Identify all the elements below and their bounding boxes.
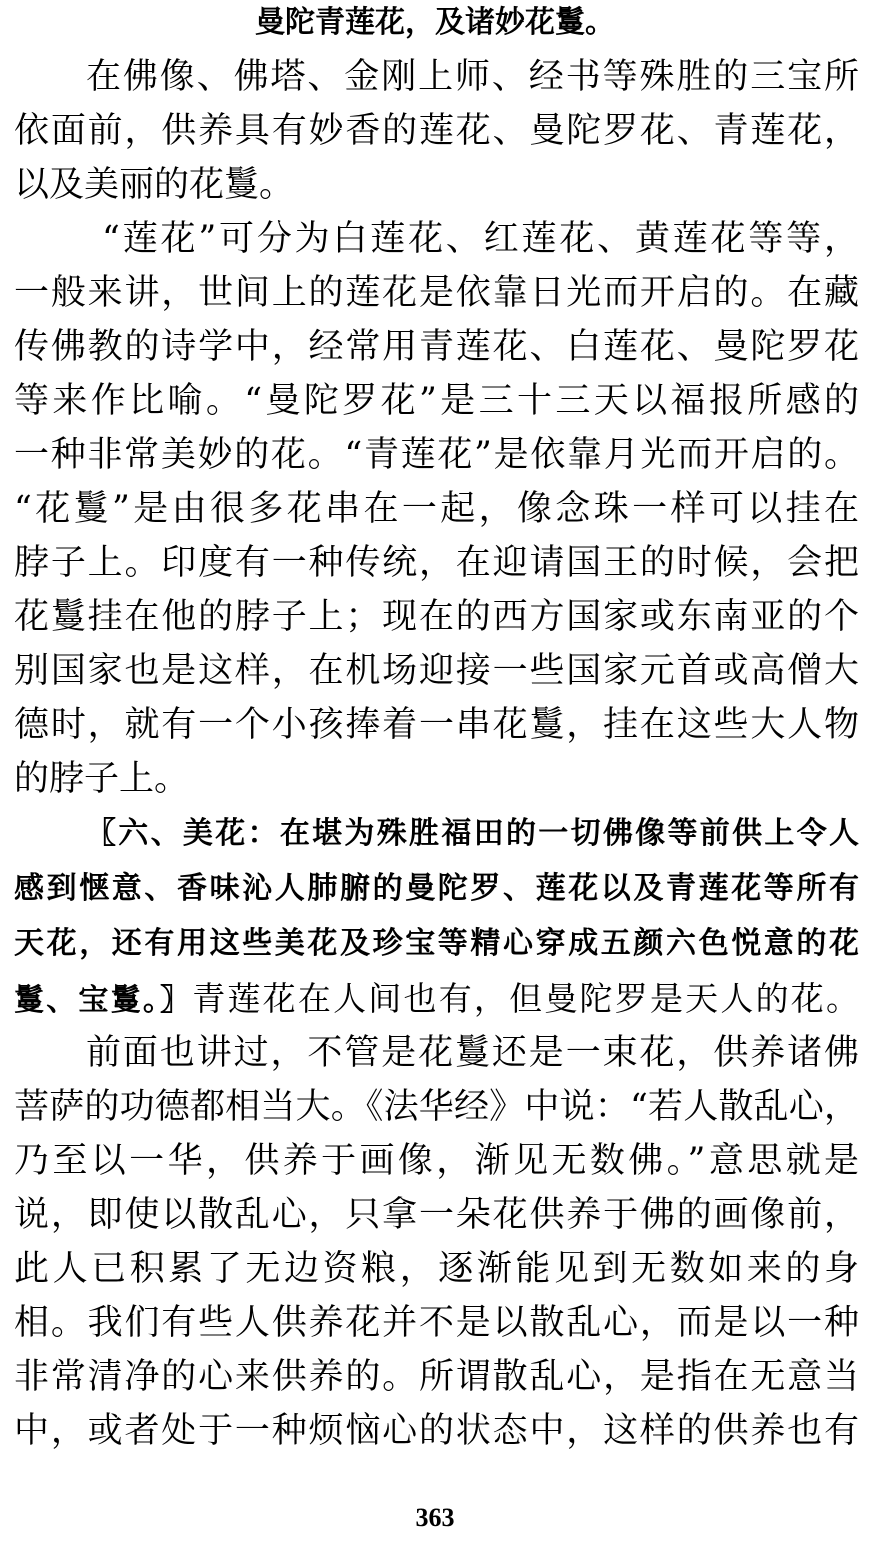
verse-quote-line — [14, 971, 859, 1026]
text-line: “莲花”可分为白莲花、红莲花、黄莲花等等， — [102, 219, 859, 259]
text-line: 的脖子上。 — [14, 759, 190, 799]
verse-quote-line: 感到惬意、香味沁人肺腑的曼陀罗、莲花以及青莲花等所有 — [14, 871, 859, 906]
text-line: 等来作比喻。“曼陀罗花”是三十三天以福报所感的 — [14, 381, 859, 421]
text-line: 此人已积累了无边资粮，逐渐能见到无数如来的身 — [14, 1249, 859, 1289]
text-inline: 青莲花在人间也有，但曼陀罗是天人的花。 — [192, 979, 859, 1018]
text-line: 前面也讲过，不管是花鬘还是一束花，供养诸佛 — [86, 1033, 859, 1073]
text-line: 以及美丽的花鬘。 — [14, 165, 295, 205]
page-number: 363 — [415, 1503, 455, 1532]
verse-heading: 曼陀青莲花，及诸妙花鬘。 — [255, 5, 615, 40]
verse-quote-line: 〖六、美花：在堪为殊胜福田的一切佛像等前供上令人 — [86, 816, 859, 851]
text-line: 在佛像、佛塔、金刚上师、经书等殊胜的三宝所 — [86, 57, 859, 97]
text-line: 相。我们有些人供养花并不是以散乱心，而是以一种 — [14, 1303, 859, 1343]
text-line: 菩萨的功德都相当大。《法华经》中说：“若人散乱心， — [14, 1087, 859, 1127]
text-line: 德时，就有一个小孩捧着一串花鬘，挂在这些大人物 — [14, 705, 859, 745]
text-line: “花鬘”是由很多花串在一起，像念珠一样可以挂在 — [14, 489, 859, 529]
text-line: 非常清净的心来供养的。所谓散乱心，是指在无意当 — [14, 1357, 859, 1397]
verse-quote-line: 天花，还有用这些美花及珍宝等精心穿成五颜六色悦意的花 — [14, 926, 859, 961]
text-line: 说，即使以散乱心，只拿一朵花供养于佛的画像前， — [14, 1195, 859, 1235]
text-line: 脖子上。印度有一种传统，在迎请国王的时候，会把 — [14, 543, 859, 583]
text-line: 一种非常美妙的花。“青莲花”是依靠月光而开启的。 — [14, 435, 859, 475]
text-line: 乃至以一华，供养于画像，渐见无数佛。”意思就是 — [14, 1141, 859, 1181]
text-line: 别国家也是这样，在机场迎接一些国家元首或高僧大 — [14, 651, 859, 691]
text-line: 传佛教的诗学中，经常用青莲花、白莲花、曼陀罗花 — [14, 327, 859, 367]
text-line: 一般来讲，世间上的莲花是依靠日光而开启的。在藏 — [14, 273, 859, 313]
text-line: 花鬘挂在他的脖子上；现在的西方国家或东南亚的个 — [14, 597, 859, 637]
page-body — [14, 50, 859, 1458]
text-line: 依面前，供养具有妙香的莲花、曼陀罗花、青莲花， — [14, 111, 859, 151]
verse-quote-end: 鬘、宝鬘。〗 — [14, 983, 193, 1018]
text-line: 中，或者处于一种烦恼心的状态中，这样的供养也有 — [14, 1411, 859, 1451]
